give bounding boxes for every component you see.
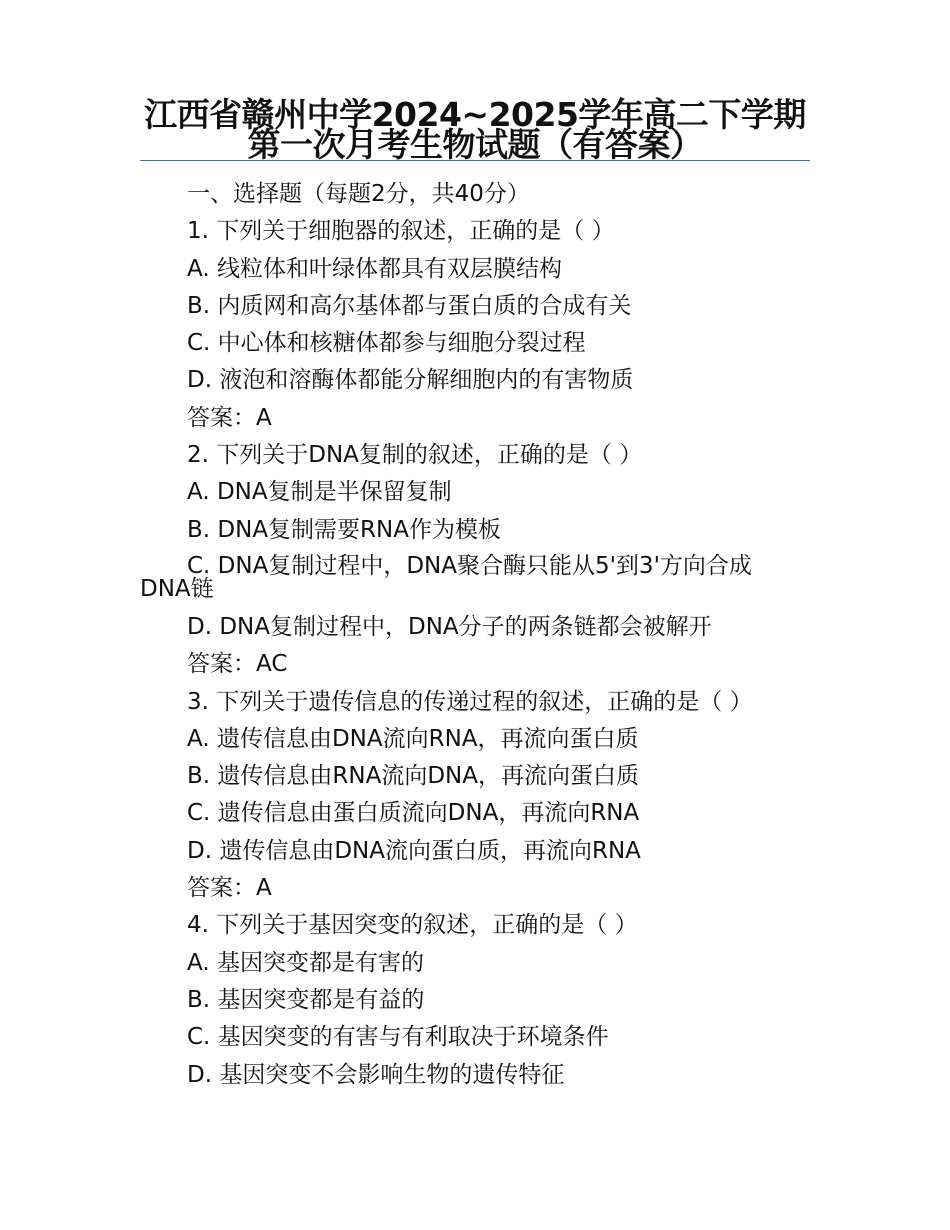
option-a: A. 遗传信息由DNA流向RNA，再流向蛋白质: [187, 725, 639, 752]
question-stem: 3. 下列关于遗传信息的传递过程的叙述，正确的是（ ）: [187, 688, 753, 715]
option-b: B. 基因突变都是有益的: [187, 986, 425, 1013]
question-stem: 2. 下列关于DNA复制的叙述，正确的是（ ）: [187, 442, 643, 469]
option-c: C. DNA复制过程中，DNA聚合酶只能从5'到3'方向合成DNA链: [140, 552, 752, 602]
option-a: A. DNA复制是半保留复制: [187, 479, 452, 506]
option-d: D. 液泡和溶酶体都能分解细胞内的有害物质: [187, 367, 634, 394]
answer-line: 答案：A: [187, 875, 272, 902]
option-a: A. 线粒体和叶绿体都具有双层膜结构: [187, 255, 562, 282]
answer-line: 答案：A: [187, 404, 272, 431]
option-d: D. 基因突变不会影响生物的遗传特征: [187, 1061, 565, 1088]
title-divider: [140, 160, 810, 161]
question-stem: 4. 下列关于基因突变的叙述，正确的是（ ）: [187, 912, 638, 939]
option-c: C. 中心体和核糖体都参与细胞分裂过程: [187, 330, 586, 357]
option-a: A. 基因突变都是有害的: [187, 949, 424, 976]
option-b: B. DNA复制需要RNA作为模板: [187, 516, 501, 543]
option-d: D. 遗传信息由DNA流向蛋白质，再流向RNA: [187, 837, 641, 864]
option-b: B. 内质网和高尔基体都与蛋白质的合成有关: [187, 292, 632, 319]
document-body: [140, 176, 800, 1094]
answer-line: 答案：AC: [187, 651, 288, 678]
option-c: C. 遗传信息由蛋白质流向DNA，再流向RNA: [187, 800, 640, 827]
question-stem: 1. 下列关于细胞器的叙述，正确的是（ ）: [187, 218, 615, 245]
option-b: B. 遗传信息由RNA流向DNA，再流向蛋白质: [187, 763, 639, 790]
section-heading: 一、选择题（每题2分，共40分）: [187, 181, 530, 207]
option-c: C. 基因突变的有害与有利取决于环境条件: [187, 1024, 609, 1051]
document-title: 江西省赣州中学2024~2025学年高二下学期第一次月考生物试题（有答案）: [144, 95, 806, 164]
option-d: D. DNA复制过程中，DNA分子的两条链都会被解开: [187, 613, 712, 640]
